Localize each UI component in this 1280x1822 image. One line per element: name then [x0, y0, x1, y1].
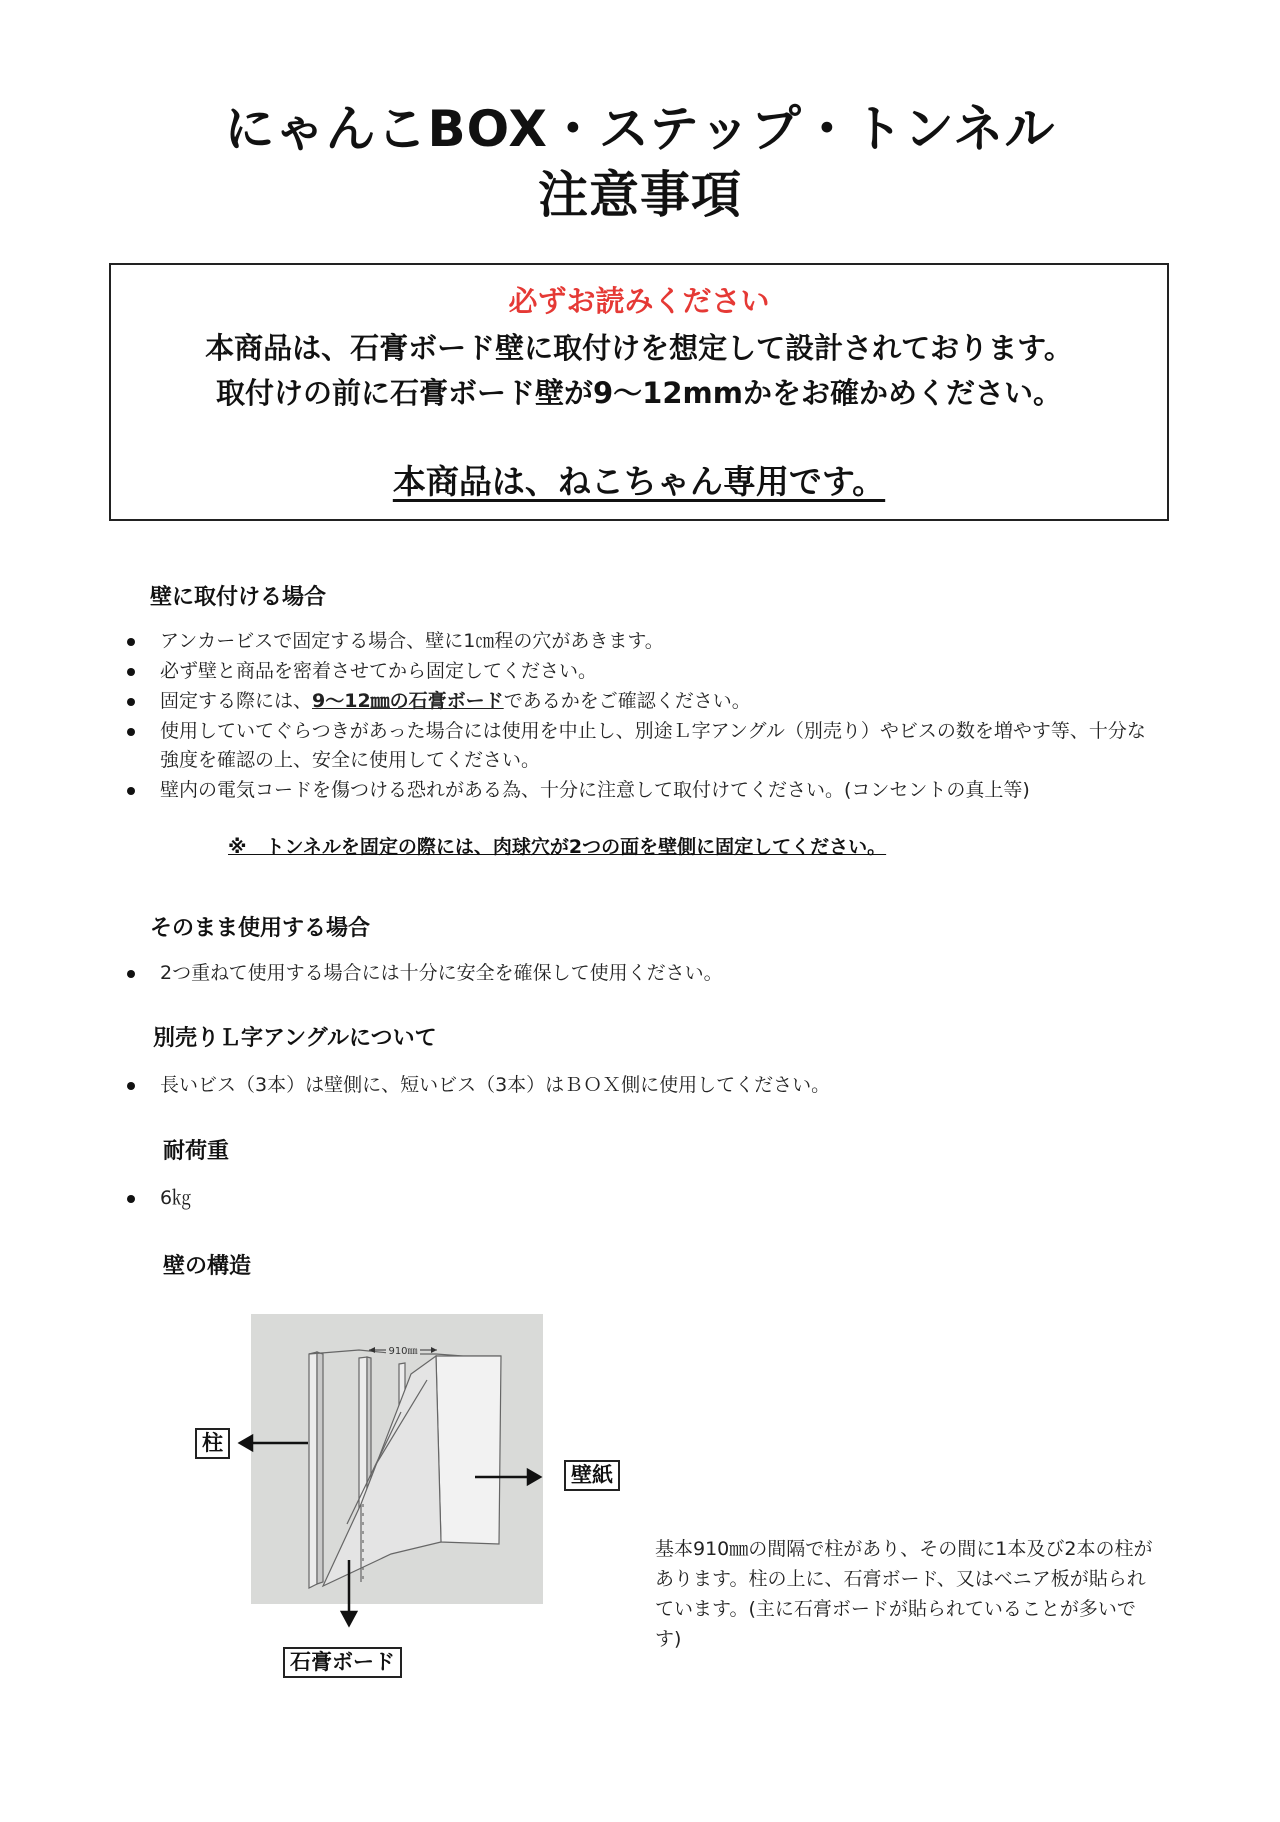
section-heading-structure: 壁の構造	[163, 1254, 252, 1279]
bullet	[127, 668, 135, 676]
bullet	[127, 1082, 135, 1090]
bullet	[127, 1195, 135, 1203]
tunnel-note: ※ トンネルを固定の際には、肉球穴が2つの面を壁側に固定してください。	[228, 836, 887, 858]
bullet	[127, 698, 135, 706]
list-item: 壁内の電気コードを傷つける恐れがある為、十分に注意して取付けてください。(コンセントの真上等)	[160, 779, 1030, 801]
list-item	[160, 687, 1150, 716]
section-heading-l-angle: 別売りＬ字アングルについて	[153, 1026, 437, 1051]
notice-line-2: 取付けの前に石膏ボード壁が9～12mmかをお確かめください。	[216, 376, 1062, 410]
list-item: アンカービスで固定する場合、壁に1㎝程の穴があきます。	[160, 630, 664, 652]
dimension-label: 910㎜	[388, 1346, 418, 1357]
dimension-marker	[369, 1343, 437, 1357]
section-heading-as-is: そのまま使用する場合	[150, 916, 371, 941]
label-pillar: 柱	[195, 1428, 230, 1459]
list-item: 必ず壁と商品を密着させてから固定してください。	[160, 660, 598, 682]
wall-structure-illustration	[251, 1314, 543, 1604]
section-heading-load: 耐荷重	[163, 1139, 230, 1164]
bullet	[127, 787, 135, 795]
notice-heading: 必ずお読みください	[508, 284, 770, 318]
list-item: 6㎏	[160, 1187, 192, 1209]
notice-box	[109, 263, 1169, 521]
page-subtitle: 注意事項	[538, 166, 742, 224]
list-item-text: であるかをご確認ください。	[503, 690, 751, 712]
label-gypsum-board: 石膏ボード	[283, 1647, 402, 1678]
label-wallpaper: 壁紙	[564, 1460, 620, 1491]
notice-line-3: 本商品は、ねこちゃん専用です。	[392, 462, 886, 501]
page-title: にゃんこBOX・ステップ・トンネル	[224, 100, 1056, 158]
list-item-text: 固定する際には、	[160, 690, 313, 712]
wall-structure-figure	[251, 1314, 543, 1604]
list-item: 使用していてぐらつきがあった場合には使用を中止し、別途Ｌ字アングル（別売り）やビスの数を増やす等、十分な強度を確認の上、安全に使用してください。	[160, 720, 1146, 771]
list-item: 長いビス（3本）は壁側に、短いビス（3本）はＢＯＸ側に使用してください。	[160, 1074, 831, 1096]
wall-structure-description: 基本910㎜の間隔で柱があり、その間に1本及び2本の柱があります。柱の上に、石膏ボード、又はベニア板が貼られています。(主に石膏ボードが貼られていることが多いです)	[655, 1538, 1153, 1650]
list-item: 2つ重ねて使用する場合には十分に安全を確保して使用ください。	[160, 962, 723, 984]
notice-line-1: 本商品は、石膏ボード壁に取付けを想定して設計されております。	[205, 331, 1073, 365]
bullet	[127, 638, 135, 646]
arrow-down-icon	[342, 1612, 356, 1625]
section-heading-wall-mount: 壁に取付ける場合	[150, 585, 327, 610]
bullet	[127, 728, 135, 736]
bullet	[127, 970, 135, 978]
gypsum-thickness-emphasis: 9～12㎜の石膏ボード	[312, 690, 504, 712]
